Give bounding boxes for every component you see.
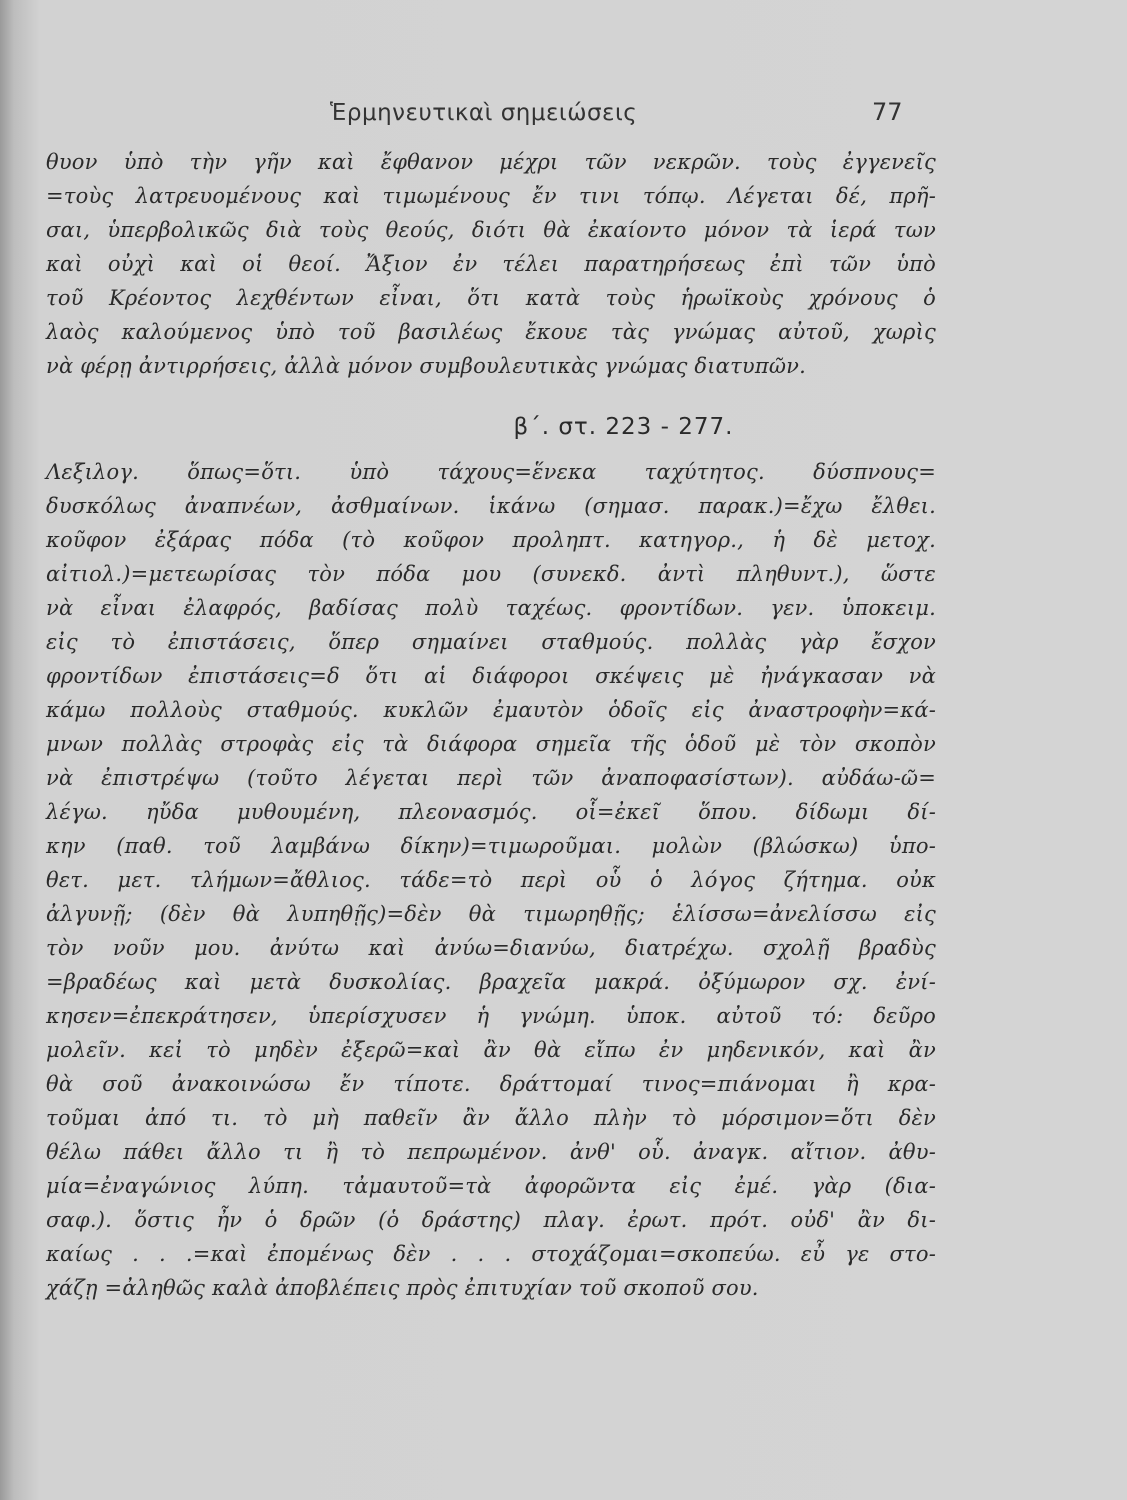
- text-line: χάζῃ =ἀληθῶς καλὰ ἀποβλέπεις πρὸς ἐπιτυχίαν τοῦ σκοποῦ σου.: [46, 1276, 759, 1300]
- text-line: θυον ὑπὸ τὴν γῆν καὶ ἔφθανον μέχρι τῶν νεκρῶν. τοὺς ἐγγενεῖς: [46, 150, 936, 174]
- text-line: σαφ.). ὅστις ἦν ὁ δρῶν (ὁ δράστης) πλαγ. ἐρωτ. πρότ. οὐδ' ἂν δι-: [46, 1208, 936, 1232]
- text-line: =τοὺς λατρευομένους καὶ τιμωμένους ἔν τινι τόπῳ. Λέγεται δέ, πρῆ-: [46, 184, 936, 208]
- text-line: =βραδέως καὶ μετὰ δυσκολίας. βραχεῖα μακρά. ὀξύμωρον σχ. ἐνί-: [46, 970, 936, 994]
- running-title: Ἑρμηνευτικαὶ σημειώσεις: [330, 100, 638, 126]
- text-line: θὰ σοῦ ἀνακοινώσω ἔν τίποτε. δράττομαί τινος=πιάνομαι ἢ κρα-: [46, 1072, 936, 1096]
- text-line: λαὸς καλούμενος ὑπὸ τοῦ βασιλέως ἔκουε τὰς γνώμας αὐτοῦ, χωρὶς: [46, 320, 936, 344]
- text-line: μνων πολλὰς στροφὰς εἰς τὰ διάφορα σημεῖα τῆς ὁδοῦ μὲ τὸν σκοπὸν: [46, 732, 936, 756]
- text-line: νὰ ἐπιστρέψω (τοῦτο λέγεται περὶ τῶν ἀναποφασίστων). αὐδάω-ῶ=: [46, 766, 936, 790]
- text-line: αἰτιολ.)=μετεωρίσας τὸν πόδα μου (συνεκδ. ἀντὶ πληθυντ.), ὥστε: [46, 562, 936, 586]
- text-line: καὶ οὐχὶ καὶ οἱ θεοί. Ἄξιον ἐν τέλει παρατηρήσεως ἐπὶ τῶν ὑπὸ: [46, 252, 936, 276]
- text-line: φροντίδων ἐπιστάσεις=δ ὅτι αἱ διάφοροι σκέψεις μὲ ἠνάγκασαν νὰ: [46, 664, 936, 688]
- text-line: ἀλγυνῇ; (δὲν θὰ λυπηθῇς)=δὲν θὰ τιμωρηθῇς; ἑλίσσω=ἀνελίσσω εἰς: [46, 902, 936, 926]
- text-line: Λεξιλογ. ὅπως=ὅτι. ὑπὸ τάχους=ἕνεκα ταχύτητος. δύσπνους=: [46, 460, 936, 484]
- text-line: μία=ἐναγώνιος λύπη. τἀμαυτοῦ=τὰ ἀφορῶντα εἰς ἐμέ. γὰρ (δια-: [46, 1174, 936, 1198]
- text-line: κοῦφον ἐξάρας πόδα (τὸ κοῦφον προληπτ. κατηγορ., ἡ δὲ μετοχ.: [46, 528, 936, 552]
- text-line: τὸν νοῦν μου. ἀνύτω καὶ ἀνύω=διανύω, διατρέχω. σχολῇ βραδὺς: [46, 936, 936, 960]
- text-line: κάμω πολλοὺς σταθμούς. κυκλῶν ἐμαυτὸν ὁδοῖς εἰς ἀναστροφὴν=κά-: [46, 698, 936, 722]
- section-heading-text: β΄. στ. 223 - 277.: [513, 414, 734, 440]
- text-line: λέγω. ηὔδα μυθουμένη, πλεονασμός. οἷ=ἐκεῖ ὅπου. δίδωμι δί-: [46, 800, 936, 824]
- text-line: θετ. μετ. τλήμων=ἄθλιος. τάδε=τὸ περὶ οὗ ὁ λόγος ζήτημα. οὐκ: [46, 868, 936, 892]
- text-line: κησεν=ἐπεκράτησεν, ὑπερίσχυσεν ἡ γνώμη. ὑποκ. αὐτοῦ τό: δεῦρο: [46, 1004, 936, 1028]
- text-line: καίως . . .=καὶ ἐπομένως δὲν . . . στοχάζομαι=σκοπεύω. εὖ γε στο-: [46, 1242, 936, 1266]
- text-line: εἰς τὸ ἐπιστάσεις, ὅπερ σημαίνει σταθμούς. πολλὰς γὰρ ἔσχον: [46, 630, 936, 654]
- text-line: θέλω πάθει ἄλλο τι ἢ τὸ πεπρωμένον. ἀνθ' οὗ. ἀναγκ. αἴτιον. ἀθυ-: [46, 1140, 936, 1164]
- section-heading: [0, 414, 1127, 440]
- text-line: τοῦμαι ἀπό τι. τὸ μὴ παθεῖν ἂν ἄλλο πλὴν τὸ μόρσιμον=ὅτι δὲν: [46, 1106, 936, 1130]
- text-line: δυσκόλως ἀναπνέων, ἀσθμαίνων. ἱκάνω (σημασ. παρακ.)=ἔχω ἔλθει.: [46, 494, 936, 518]
- text-line: νὰ εἶναι ἐλαφρός, βαδίσας πολὺ ταχέως. φροντίδων. γεν. ὑποκειμ.: [46, 596, 936, 620]
- text-line: τοῦ Κρέοντος λεχθέντων εἶναι, ὅτι κατὰ τοὺς ἡρωϊκοὺς χρόνους ὁ: [46, 286, 936, 310]
- page-number: 77: [872, 98, 903, 126]
- text-line: σαι, ὑπερβολικῶς διὰ τοὺς θεούς, διότι θὰ ἐκαίοντο μόνον τὰ ἱερά των: [46, 218, 936, 242]
- text-line: νὰ φέρῃ ἀντιρρήσεις, ἀλλὰ μόνον συμβουλευτικὰς γνώμας διατυπῶν.: [46, 354, 807, 378]
- text-line: μολεῖν. κεἰ τὸ μηδὲν ἐξερῶ=καὶ ἂν θὰ εἴπω ἐν μηδενικόν, καὶ ἂν: [46, 1038, 936, 1062]
- text-line: κην (παθ. τοῦ λαμβάνω δίκην)=τιμωροῦμαι. μολὼν (βλώσκω) ὑπο-: [46, 834, 936, 858]
- page-header: [0, 96, 1127, 132]
